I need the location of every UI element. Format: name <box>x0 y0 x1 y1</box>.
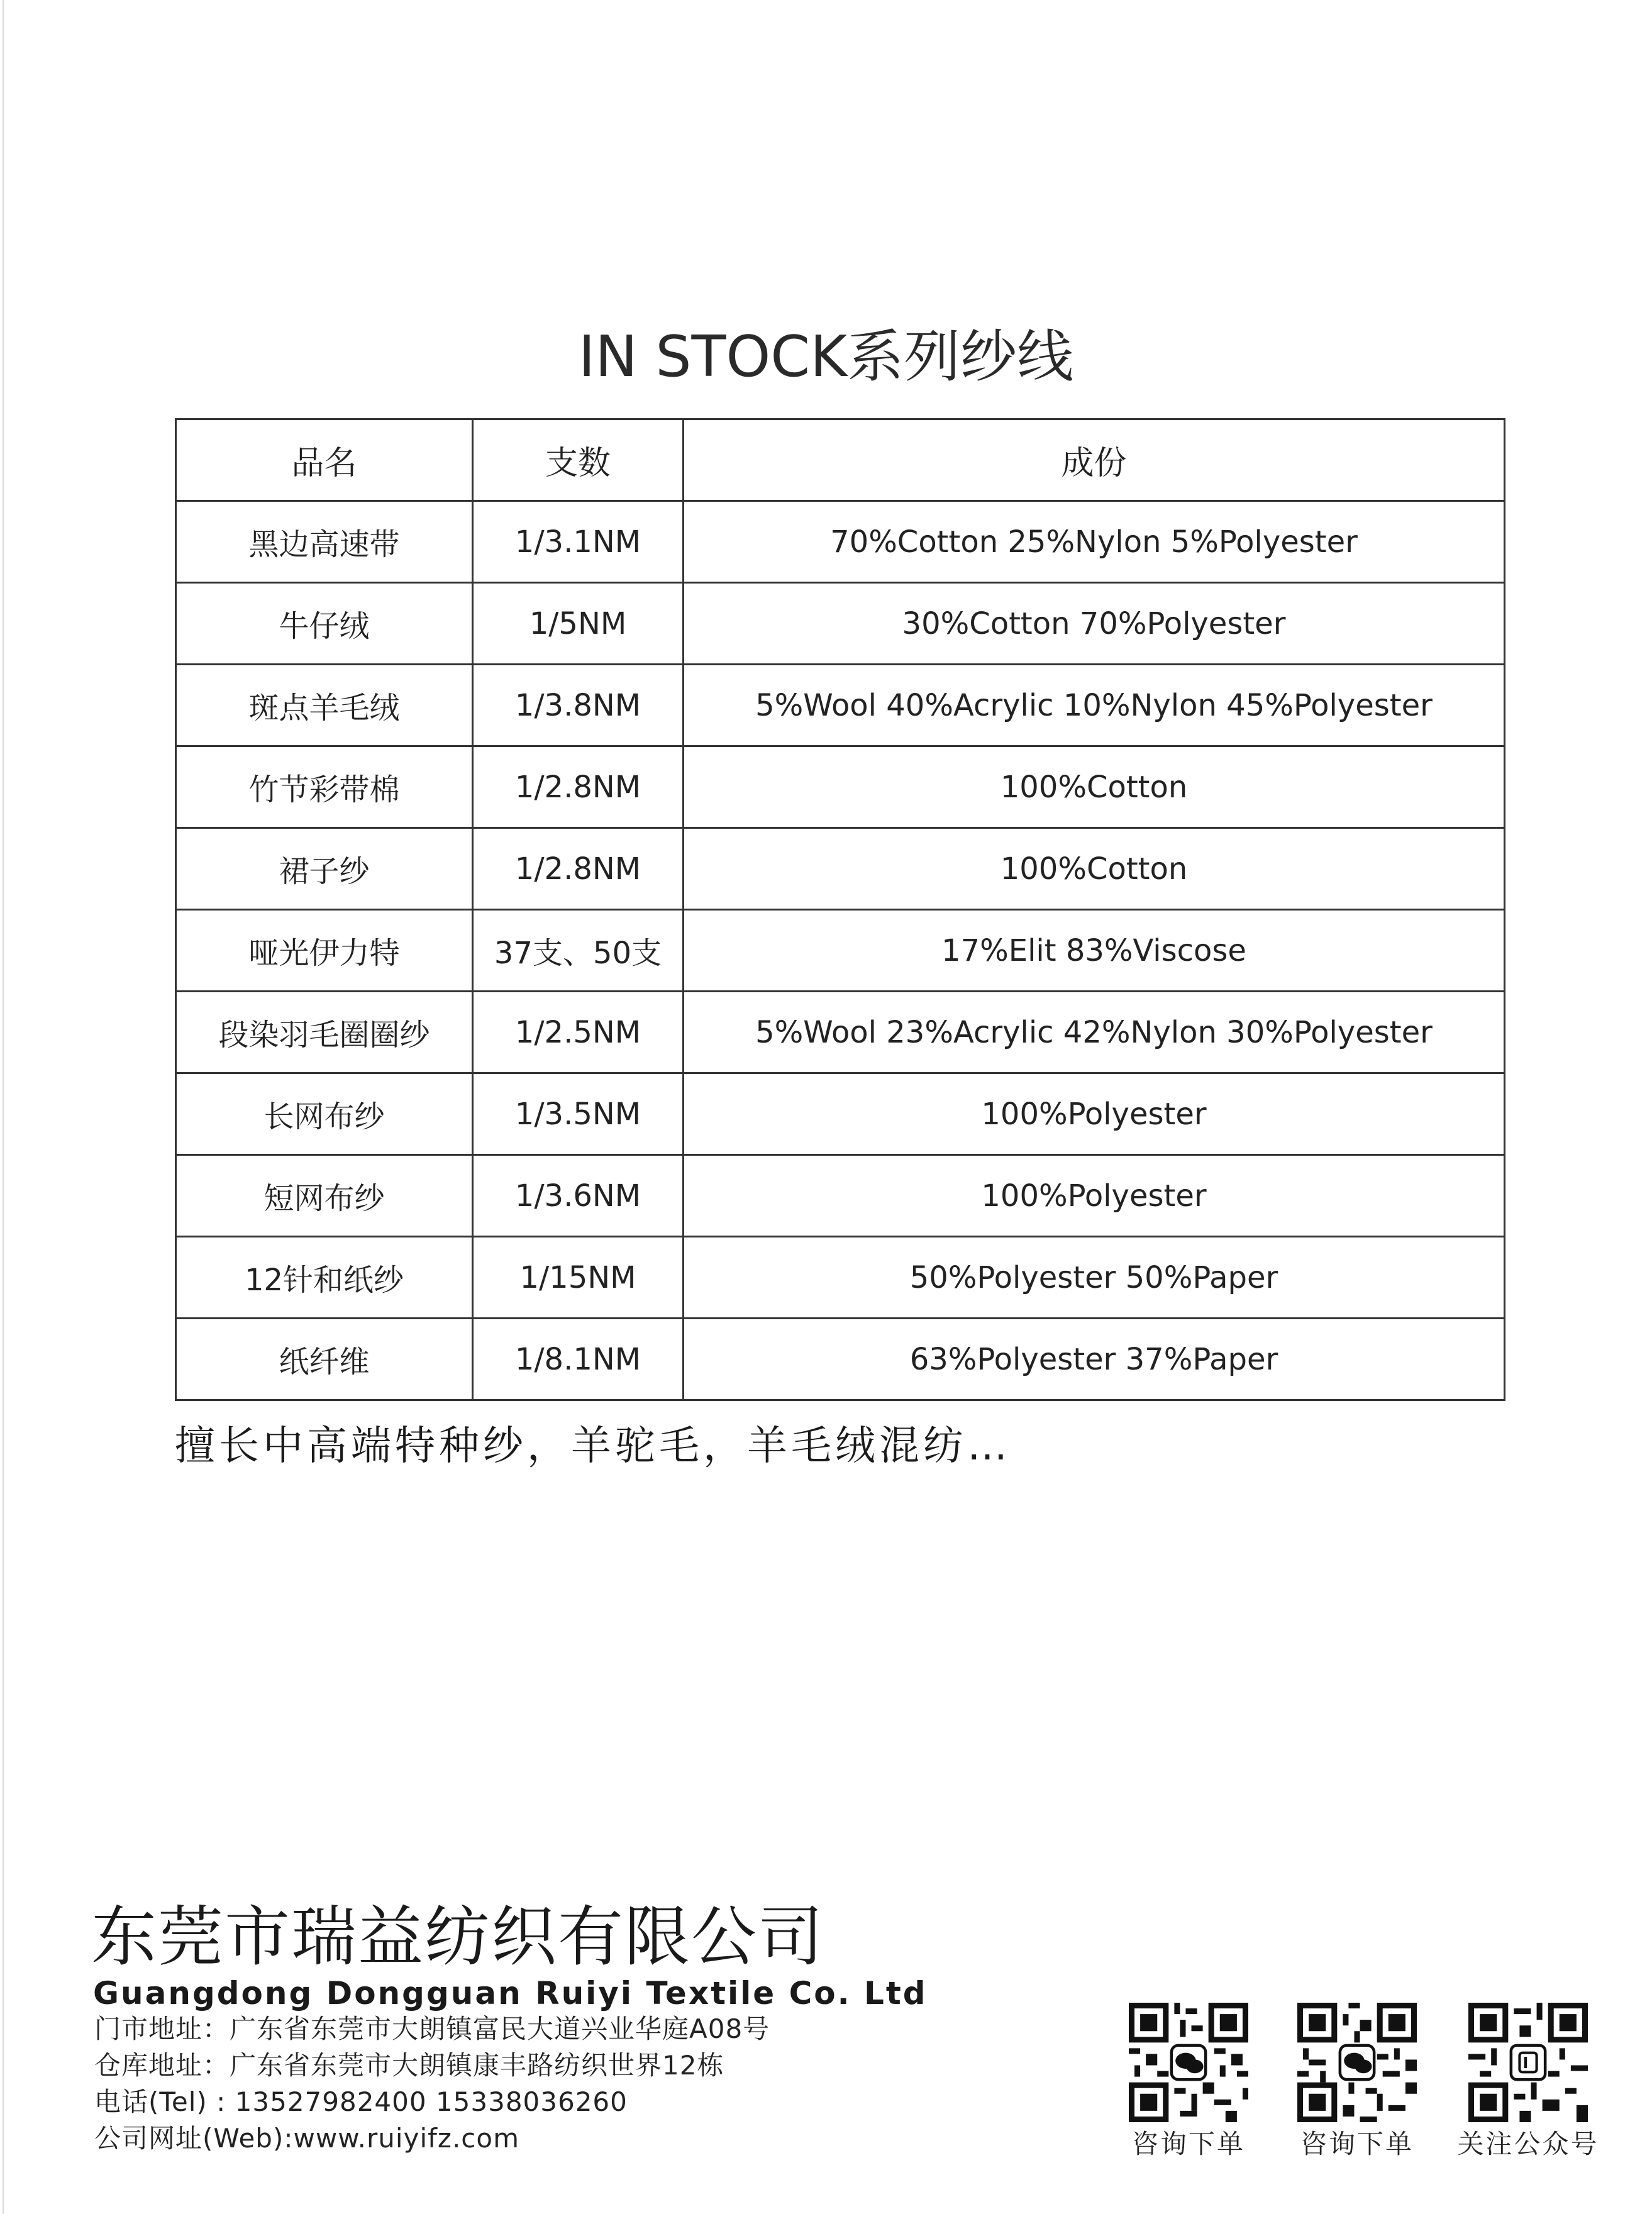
cell-yarn-count: 1/2.8NM <box>473 828 684 910</box>
company-name-en: Guangdong Dongguan Ruiyi Textile Co. Ltd <box>93 1975 928 2012</box>
cell-yarn-count: 1/3.5NM <box>473 1073 684 1155</box>
table-row <box>176 501 1505 583</box>
cell-composition: 17%Elit 83%Viscose <box>684 910 1505 992</box>
cell-product-name: 纸纤维 <box>176 1319 473 1400</box>
cell-yarn-count: 1/3.8NM <box>473 665 684 746</box>
cell-product-name: 段染羽毛圈圈纱 <box>176 992 473 1073</box>
table-row <box>176 1237 1505 1319</box>
phone-numbers: 电话(Tel) : 13527982400 15338036260 <box>94 2086 628 2117</box>
cell-product-name: 12针和纸纱 <box>176 1237 473 1319</box>
header-product-name: 品名 <box>176 419 473 501</box>
cell-yarn-count: 1/5NM <box>473 583 684 665</box>
cell-composition: 100%Polyester <box>684 1073 1505 1155</box>
table-row <box>176 665 1505 746</box>
qr-label: 咨询下单 <box>1300 2128 1414 2159</box>
website: 公司网址(Web):www.ruiyifz.com <box>94 2123 520 2154</box>
header-yarn-count: 支数 <box>473 419 684 501</box>
cell-product-name: 长网布纱 <box>176 1073 473 1155</box>
qr-label: 关注公众号 <box>1457 2128 1599 2159</box>
cell-yarn-count: 1/2.8NM <box>473 746 684 828</box>
cell-composition: 50%Polyester 50%Paper <box>684 1237 1505 1319</box>
wechat-qr-icon[interactable] <box>1129 2003 1248 2122</box>
tagline: 擅长中高端特种纱，羊驼毛，羊毛绒混纺… <box>175 1423 1011 1470</box>
table-row <box>176 1319 1505 1400</box>
cell-composition: 100%Cotton <box>684 746 1505 828</box>
cell-product-name: 牛仔绒 <box>176 583 473 665</box>
table-row <box>176 992 1505 1073</box>
table-row <box>176 1073 1505 1155</box>
cell-product-name: 哑光伊力特 <box>176 910 473 992</box>
cell-yarn-count: 1/3.1NM <box>473 501 684 583</box>
page-title: IN STOCK系列纱线 <box>578 324 1074 390</box>
table-row <box>176 910 1505 992</box>
cell-product-name: 黑边高速带 <box>176 501 473 583</box>
cell-composition: 5%Wool 40%Acrylic 10%Nylon 45%Polyester <box>684 665 1505 746</box>
cell-yarn-count: 1/3.6NM <box>473 1155 684 1237</box>
yarn-stock-table <box>175 418 1505 1401</box>
cell-yarn-count: 1/8.1NM <box>473 1319 684 1400</box>
official-account-qr-icon[interactable] <box>1468 2003 1588 2122</box>
cell-composition: 70%Cotton 25%Nylon 5%Polyester <box>684 501 1505 583</box>
table-row <box>176 583 1505 665</box>
cell-yarn-count: 1/15NM <box>473 1237 684 1319</box>
wechat-qr-icon[interactable] <box>1297 2003 1417 2122</box>
cell-composition: 30%Cotton 70%Polyester <box>684 583 1505 665</box>
cell-yarn-count: 1/2.5NM <box>473 992 684 1073</box>
cell-composition: 100%Cotton <box>684 828 1505 910</box>
table-header-row <box>176 419 1505 501</box>
header-composition: 成份 <box>684 419 1505 501</box>
cell-composition: 5%Wool 23%Acrylic 42%Nylon 30%Polyester <box>684 992 1505 1073</box>
cell-yarn-count: 37支、50支 <box>473 910 684 992</box>
cell-product-name: 短网布纱 <box>176 1155 473 1237</box>
company-name-cn: 东莞市瑞益纺织有限公司 <box>91 1898 825 1975</box>
table-row <box>176 746 1505 828</box>
cell-composition: 63%Polyester 37%Paper <box>684 1319 1505 1400</box>
cell-product-name: 斑点羊毛绒 <box>176 665 473 746</box>
cell-product-name: 裙子纱 <box>176 828 473 910</box>
qr-label: 咨询下单 <box>1131 2128 1245 2159</box>
cell-composition: 100%Polyester <box>684 1155 1505 1237</box>
store-address: 门市地址：广东省东莞市大朗镇富民大道兴业华庭A08号 <box>94 2013 770 2044</box>
table-row <box>176 828 1505 910</box>
warehouse-address: 仓库地址：广东省东莞市大朗镇康丰路纺织世界12栋 <box>94 2050 724 2081</box>
cell-product-name: 竹节彩带棉 <box>176 746 473 828</box>
table-row <box>176 1155 1505 1237</box>
